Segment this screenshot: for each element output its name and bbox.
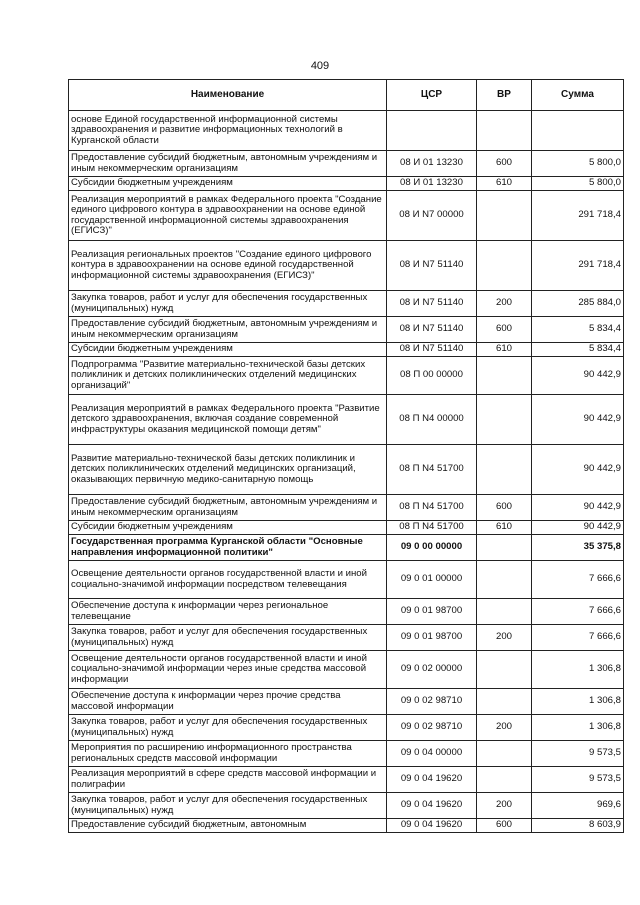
table-row xyxy=(69,793,624,819)
row-name-cell: основе Единой государственной информационной системы здравоохранения и развитие информационных технологий в Курганской области xyxy=(69,111,387,151)
row-vr-cell: 200 xyxy=(477,793,532,819)
row-sum-cell: 5 834,4 xyxy=(532,317,624,343)
row-csr-cell: 08 И N7 51140 xyxy=(387,317,477,343)
row-csr-cell: 08 П 00 00000 xyxy=(387,357,477,395)
table-row xyxy=(69,561,624,599)
row-sum-cell: 291 718,4 xyxy=(532,241,624,291)
row-vr-cell: 600 xyxy=(477,317,532,343)
row-sum-cell xyxy=(532,111,624,151)
row-csr-cell xyxy=(387,111,477,151)
row-csr-cell: 09 0 02 98710 xyxy=(387,689,477,715)
table-row xyxy=(69,819,624,833)
row-vr-cell: 610 xyxy=(477,343,532,357)
table-row xyxy=(69,715,624,741)
table-row xyxy=(69,357,624,395)
row-sum-cell: 7 666,6 xyxy=(532,599,624,625)
row-vr-cell xyxy=(477,689,532,715)
row-name-cell: Закупка товаров, работ и услуг для обеспечения государственных (муниципальных) нужд xyxy=(69,715,387,741)
table-row xyxy=(69,343,624,357)
row-csr-cell: 09 0 04 19620 xyxy=(387,793,477,819)
row-name-cell: Реализация мероприятий в рамках Федерального проекта "Создание единого цифрового контура в здравоохранении на основе единой государственной информационной системы здравоохранения (ЕГИСЗ)" xyxy=(69,191,387,241)
row-vr-cell: 600 xyxy=(477,819,532,833)
table-row xyxy=(69,651,624,689)
row-csr-cell: 09 0 00 00000 xyxy=(387,535,477,561)
row-csr-cell: 08 П N4 51700 xyxy=(387,521,477,535)
row-name-cell: Субсидии бюджетным учреждениям xyxy=(69,343,387,357)
row-sum-cell: 1 306,8 xyxy=(532,689,624,715)
row-vr-cell xyxy=(477,767,532,793)
table-row xyxy=(69,625,624,651)
table-row xyxy=(69,741,624,767)
row-name-cell: Обеспечение доступа к информации через региональное телевещание xyxy=(69,599,387,625)
row-csr-cell: 08 И 01 13230 xyxy=(387,151,477,177)
row-vr-cell xyxy=(477,241,532,291)
table-body xyxy=(69,111,624,833)
row-vr-cell xyxy=(477,395,532,445)
row-name-cell: Предоставление субсидий бюджетным, автономным xyxy=(69,819,387,833)
row-name-cell: Субсидии бюджетным учреждениям xyxy=(69,521,387,535)
row-csr-cell: 08 П N4 00000 xyxy=(387,395,477,445)
table-row xyxy=(69,445,624,495)
table-row xyxy=(69,535,624,561)
row-name-cell: Закупка товаров, работ и услуг для обеспечения государственных (муниципальных) нужд xyxy=(69,625,387,651)
row-csr-cell: 08 И N7 51140 xyxy=(387,343,477,357)
row-sum-cell: 90 442,9 xyxy=(532,521,624,535)
row-name-cell: Мероприятия по расширению информационного пространства региональных средств массовой информации xyxy=(69,741,387,767)
row-vr-cell xyxy=(477,535,532,561)
table-header-row xyxy=(69,80,624,111)
table-row xyxy=(69,599,624,625)
row-sum-cell: 90 442,9 xyxy=(532,495,624,521)
budget-table xyxy=(68,79,624,833)
row-csr-cell: 09 0 01 00000 xyxy=(387,561,477,599)
row-csr-cell: 09 0 02 98710 xyxy=(387,715,477,741)
row-csr-cell: 09 0 04 19620 xyxy=(387,767,477,793)
row-name-cell: Субсидии бюджетным учреждениям xyxy=(69,177,387,191)
row-name-cell: Реализация мероприятий в сфере средств массовой информации и полиграфии xyxy=(69,767,387,793)
row-name-cell: Освещение деятельности органов государственной власти и иной социально-значимой информации через иные средства массовой информации xyxy=(69,651,387,689)
row-name-cell: Реализация мероприятий в рамках Федерального проекта "Развитие детского здравоохранения, включая создание современной инфраструктуры оказания медицинской помощи детям" xyxy=(69,395,387,445)
row-sum-cell: 5 800,0 xyxy=(532,177,624,191)
row-vr-cell xyxy=(477,741,532,767)
row-sum-cell: 90 442,9 xyxy=(532,395,624,445)
header-csr: ЦСР xyxy=(387,80,477,111)
row-sum-cell: 8 603,9 xyxy=(532,819,624,833)
row-vr-cell xyxy=(477,599,532,625)
row-csr-cell: 08 П N4 51700 xyxy=(387,495,477,521)
row-csr-cell: 09 0 02 00000 xyxy=(387,651,477,689)
row-csr-cell: 09 0 04 00000 xyxy=(387,741,477,767)
row-name-cell: Предоставление субсидий бюджетным, автономным учреждениям и иным некоммерческим организациям xyxy=(69,151,387,177)
row-sum-cell: 9 573,5 xyxy=(532,741,624,767)
row-csr-cell: 09 0 04 19620 xyxy=(387,819,477,833)
row-sum-cell: 9 573,5 xyxy=(532,767,624,793)
header-sum: Сумма xyxy=(532,80,624,111)
table-row xyxy=(69,495,624,521)
row-vr-cell: 200 xyxy=(477,625,532,651)
table-row xyxy=(69,395,624,445)
row-vr-cell xyxy=(477,357,532,395)
row-name-cell: Реализация региональных проектов "Создание единого цифрового контура в здравоохранении на основе единой государственной информационной системы здравоохранения (ЕГИСЗ)" xyxy=(69,241,387,291)
row-name-cell: Развитие материально-технической базы детских поликлиник и детских поликлинических отделений медицинских организаций, оказывающих первичную медико-санитарную помощь xyxy=(69,445,387,495)
row-vr-cell xyxy=(477,651,532,689)
row-vr-cell: 200 xyxy=(477,715,532,741)
row-vr-cell xyxy=(477,561,532,599)
row-csr-cell: 08 И N7 00000 xyxy=(387,191,477,241)
row-vr-cell xyxy=(477,111,532,151)
table-row xyxy=(69,317,624,343)
row-sum-cell: 35 375,8 xyxy=(532,535,624,561)
row-name-cell: Государственная программа Курганской области "Основные направления информационной политики" xyxy=(69,535,387,561)
row-vr-cell: 610 xyxy=(477,177,532,191)
row-csr-cell: 08 П N4 51700 xyxy=(387,445,477,495)
row-name-cell: Обеспечение доступа к информации через прочие средства массовой информации xyxy=(69,689,387,715)
row-sum-cell: 5 834,4 xyxy=(532,343,624,357)
row-sum-cell: 969,6 xyxy=(532,793,624,819)
table-row xyxy=(69,241,624,291)
row-sum-cell: 291 718,4 xyxy=(532,191,624,241)
row-name-cell: Закупка товаров, работ и услуг для обеспечения государственных (муниципальных) нужд xyxy=(69,793,387,819)
row-csr-cell: 08 И N7 51140 xyxy=(387,241,477,291)
row-sum-cell: 90 442,9 xyxy=(532,357,624,395)
row-vr-cell xyxy=(477,445,532,495)
header-vr: ВР xyxy=(477,80,532,111)
row-sum-cell: 1 306,8 xyxy=(532,651,624,689)
row-sum-cell: 285 884,0 xyxy=(532,291,624,317)
page-number: 409 xyxy=(310,60,330,72)
row-name-cell: Предоставление субсидий бюджетным, автономным учреждениям и иным некоммерческим организациям xyxy=(69,495,387,521)
table-row xyxy=(69,151,624,177)
row-csr-cell: 08 И N7 51140 xyxy=(387,291,477,317)
header-name: Наименование xyxy=(69,80,387,111)
row-name-cell: Подпрограмма "Развитие материально-технической базы детских поликлиник и детских поликлинических отделений медицинских организаций" xyxy=(69,357,387,395)
row-csr-cell: 08 И 01 13230 xyxy=(387,177,477,191)
row-vr-cell: 600 xyxy=(477,495,532,521)
table-row xyxy=(69,689,624,715)
row-sum-cell: 1 306,8 xyxy=(532,715,624,741)
row-csr-cell: 09 0 01 98700 xyxy=(387,599,477,625)
row-sum-cell: 7 666,6 xyxy=(532,625,624,651)
table-row xyxy=(69,191,624,241)
row-sum-cell: 7 666,6 xyxy=(532,561,624,599)
table-row xyxy=(69,111,624,151)
table-row xyxy=(69,767,624,793)
row-vr-cell: 600 xyxy=(477,151,532,177)
row-name-cell: Закупка товаров, работ и услуг для обеспечения государственных (муниципальных) нужд xyxy=(69,291,387,317)
row-vr-cell: 200 xyxy=(477,291,532,317)
row-vr-cell xyxy=(477,191,532,241)
table-row xyxy=(69,521,624,535)
row-name-cell: Освещение деятельности органов государственной власти и иной социально-значимой информации посредством телевещания xyxy=(69,561,387,599)
row-sum-cell: 90 442,9 xyxy=(532,445,624,495)
table-row xyxy=(69,291,624,317)
row-name-cell: Предоставление субсидий бюджетным, автономным учреждениям и иным некоммерческим организациям xyxy=(69,317,387,343)
row-sum-cell: 5 800,0 xyxy=(532,151,624,177)
table-row xyxy=(69,177,624,191)
row-vr-cell: 610 xyxy=(477,521,532,535)
row-csr-cell: 09 0 01 98700 xyxy=(387,625,477,651)
